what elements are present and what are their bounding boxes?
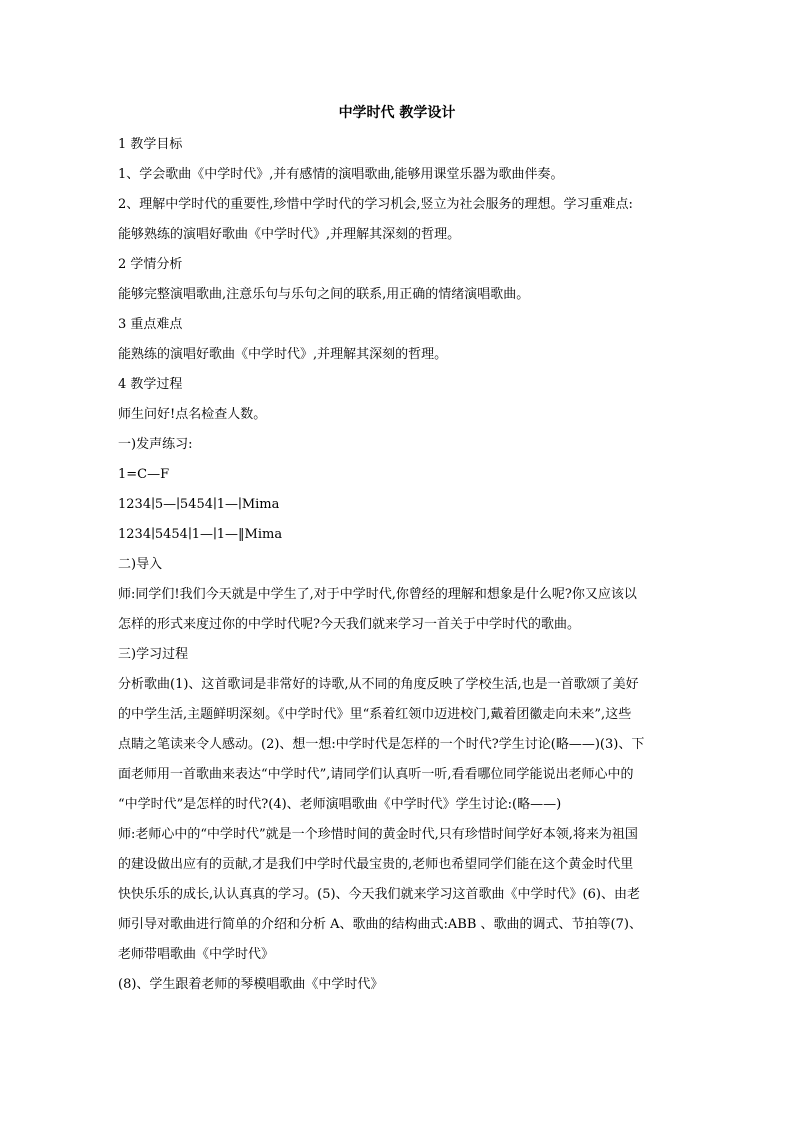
- heading-vocal-practice: 一)发声练习:: [118, 437, 193, 452]
- document-body: [118, 135, 676, 1005]
- greeting-text: 师生问好!点名检查人数。: [118, 407, 267, 422]
- notation-line-2: 1234∣5454∣1—∣1—‖Mima: [118, 527, 283, 542]
- goal-item-2: 2、理解中学时代的重要性,珍惜中学时代的学习机会,竖立为社会服务的理想。学习重难点:: [118, 197, 633, 212]
- analysis-paragraph: [118, 675, 676, 815]
- heading-teaching-goals: 1 教学目标: [118, 137, 183, 152]
- student-analysis-text: 能够完整演唱歌曲,注意乐句与乐句之间的联系,用正确的情绪演唱歌曲。: [118, 287, 530, 302]
- document-title: 中学时代 教学设计: [338, 105, 456, 121]
- paragraph-line: 的建设做出应有的贡献,才是我们中学时代最宝贵的,老师也希望同学们能在这个黄金时代里: [118, 857, 634, 872]
- heading-learning-process: 三)学习过程: [118, 647, 189, 662]
- key-points-text: 能熟练的演唱好歌曲《中学时代》,并理解其深刻的哲理。: [118, 347, 448, 362]
- key-signature: 1=C—F: [118, 467, 170, 482]
- heading-introduction: 二)导入: [118, 557, 163, 572]
- heading-key-points: 3 重点难点: [118, 317, 183, 332]
- introduction-paragraph: [118, 585, 676, 635]
- heading-student-analysis: 2 学情分析: [118, 257, 183, 272]
- notation-line-1: 1234∣5—∣5454∣1—∣Mima: [118, 497, 280, 512]
- teacher-paragraph: [118, 825, 676, 965]
- key-difficulty-text: 能够熟练的演唱好歌曲《中学时代》,并理解其深刻的哲理。: [118, 227, 461, 242]
- paragraph-line: 点睛之笔读来令人感动。(2)、想一想:中学时代是怎样的一个时代?学生讨论(略——)(3)、下: [118, 737, 645, 752]
- paragraph-line: 老师带唱歌曲《中学时代》: [118, 947, 275, 962]
- paragraph-line: 师:老师心中的“中学时代”就是一个珍惜时间的黄金时代,只有珍惜时间学好本领,将来为祖国: [118, 827, 638, 842]
- paragraph-line: 怎样的形式来度过你的中学时代呢?今天我们就来学习一首关于中学时代的歌曲。: [118, 617, 580, 632]
- paragraph-line: 的中学生活,主题鲜明深刻。《中学时代》里“系着红领巾迈进校门,戴着团徽走向未来”,这些: [118, 707, 632, 722]
- practice-step-8: (8)、学生跟着老师的琴模唱歌曲《中学时代》: [118, 977, 384, 992]
- paragraph-line: 面老师用一首歌曲来表达“中学时代”,请同学们认真听一听,看看哪位同学能说出老师心中的: [118, 767, 634, 782]
- paragraph-line: 师:同学们!我们今天就是中学生了,对于中学时代,你曾经的理解和想象是什么呢?你又应该以: [118, 587, 637, 602]
- paragraph-line: “中学时代”是怎样的时代?(4)、老师演唱歌曲《中学时代》学生讨论:(略——): [118, 797, 562, 812]
- paragraph-line: 快快乐乐的成长,认认真真的学习。(5)、今天我们就来学习这首歌曲《中学时代》(6)、由老: [118, 887, 640, 902]
- paragraph-line: 师引导对歌曲进行简单的介绍和分析 A、歌曲的结构曲式:ABB 、歌曲的调式、节拍等(7)、: [118, 917, 642, 932]
- heading-teaching-process: 4 教学过程: [118, 377, 183, 392]
- paragraph-line: 分析歌曲(1)、这首歌词是非常好的诗歌,从不同的角度反映了学校生活,也是一首歌颂了美好: [118, 677, 639, 692]
- goal-item-1: 1、学会歌曲《中学时代》,并有感情的演唱歌曲,能够用课堂乐器为歌曲伴奏。: [118, 167, 564, 182]
